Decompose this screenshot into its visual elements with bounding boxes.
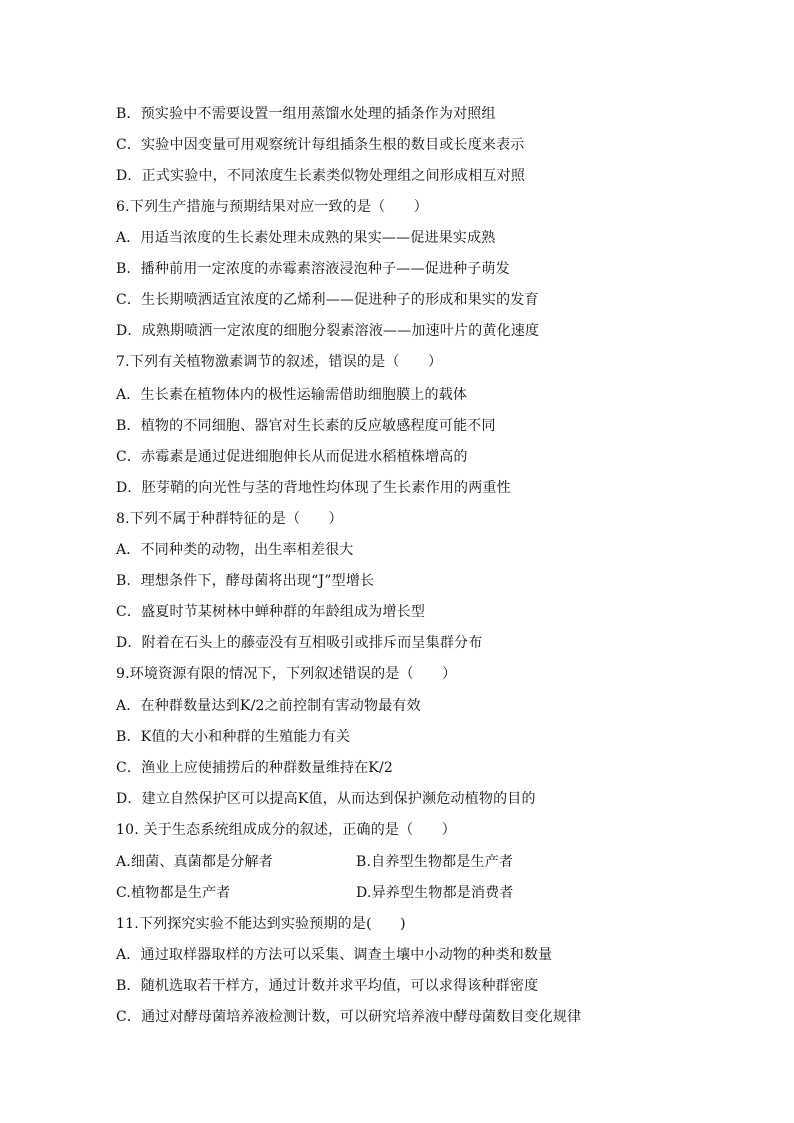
q6-option-d: D．成熟期喷洒一定浓度的细胞分裂素溶液——加速叶片的黄化速度 bbox=[116, 323, 540, 339]
q10-option-b: B.自养型生物都是生产者 bbox=[356, 854, 514, 870]
q6-option-a: A．用适当浓度的生长素处理未成熟的果实——促进果实成熟 bbox=[116, 230, 496, 246]
q11-option-b: B．随机选取若干样方，通过计数并求平均值，可以求得该种群密度 bbox=[116, 978, 539, 994]
q11-option-a: A．通过取样器取样的方法可以采集、调查土壤中小动物的种类和数量 bbox=[116, 947, 553, 963]
q8-stem: 8.下列不属于种群特征的是（ ） bbox=[116, 511, 343, 527]
q9-option-d: D．建立自然保护区可以提高K值，从而达到保护濒危动植物的目的 bbox=[116, 791, 536, 807]
q7-option-b: B．植物的不同细胞、器官对生长素的反应敏感程度可能不同 bbox=[116, 418, 496, 434]
q7-option-d: D．胚芽鞘的向光性与茎的背地性均体现了生长素作用的两重性 bbox=[116, 480, 511, 496]
q5-option-b: B．预实验中不需要设置一组用蒸馏水处理的插条作为对照组 bbox=[116, 106, 496, 122]
q7-stem: 7.下列有关植物激素调节的叙述，错误的是（ ） bbox=[116, 354, 443, 370]
q11-option-c: C．通过对酵母菌培养液检测计数，可以研究培养液中酵母菌数目变化规律 bbox=[116, 1009, 582, 1025]
q9-option-b: B．K值的大小和种群的生殖能力有关 bbox=[116, 729, 351, 745]
q6-option-b: B．播种前用一定浓度的赤霉素溶液浸泡种子——促进种子萌发 bbox=[116, 261, 510, 277]
q9-option-c: C．渔业上应使捕捞后的种群数量维持在K/2 bbox=[116, 760, 393, 776]
q10-stem: 10. 关于生态系统组成成分的叙述，正确的是（ ） bbox=[116, 822, 456, 838]
q6-option-c: C．生长期喷洒适宜浓度的乙烯利——促进种子的形成和果实的发育 bbox=[116, 292, 539, 308]
q8-option-d: D．附着在石头上的藤壶没有互相吸引或排斥而呈集群分布 bbox=[116, 635, 483, 651]
q9-option-a: A．在种群数量达到K/2之前控制有害动物最有效 bbox=[116, 698, 421, 714]
q8-option-c: C．盛夏时节某树林中蝉种群的年龄组成为增长型 bbox=[116, 604, 426, 620]
q7-option-a: A．生长素在植物体内的极性运输需借助细胞膜上的载体 bbox=[116, 387, 468, 403]
q10-option-a: A.细菌、真菌都是分解者 bbox=[116, 854, 273, 870]
q5-option-d: D．正式实验中，不同浓度生长素类似物处理组之间形成相互对照 bbox=[116, 168, 526, 184]
q10-option-d: D.异养型生物都是消费者 bbox=[356, 885, 514, 901]
q7-option-c: C．赤霉素是通过促进细胞伸长从而促进水稻植株增高的 bbox=[116, 449, 468, 465]
q10-option-c: C.植物都是生产者 bbox=[116, 885, 231, 901]
q11-stem: 11.下列探究实验不能达到实验预期的是( ) bbox=[116, 916, 406, 932]
q8-option-a: A．不同种类的动物，出生率相差很大 bbox=[116, 542, 354, 558]
q5-option-c: C．实验中因变量可用观察统计每组插条生根的数目或长度来表示 bbox=[116, 137, 525, 153]
q8-option-b: B．理想条件下，酵母菌将出现“J”型增长 bbox=[116, 573, 375, 589]
q6-stem: 6.下列生产措施与预期结果对应一致的是（ ） bbox=[116, 199, 428, 215]
q9-stem: 9.环境资源有限的情况下，下列叙述错误的是（ ） bbox=[116, 666, 457, 682]
